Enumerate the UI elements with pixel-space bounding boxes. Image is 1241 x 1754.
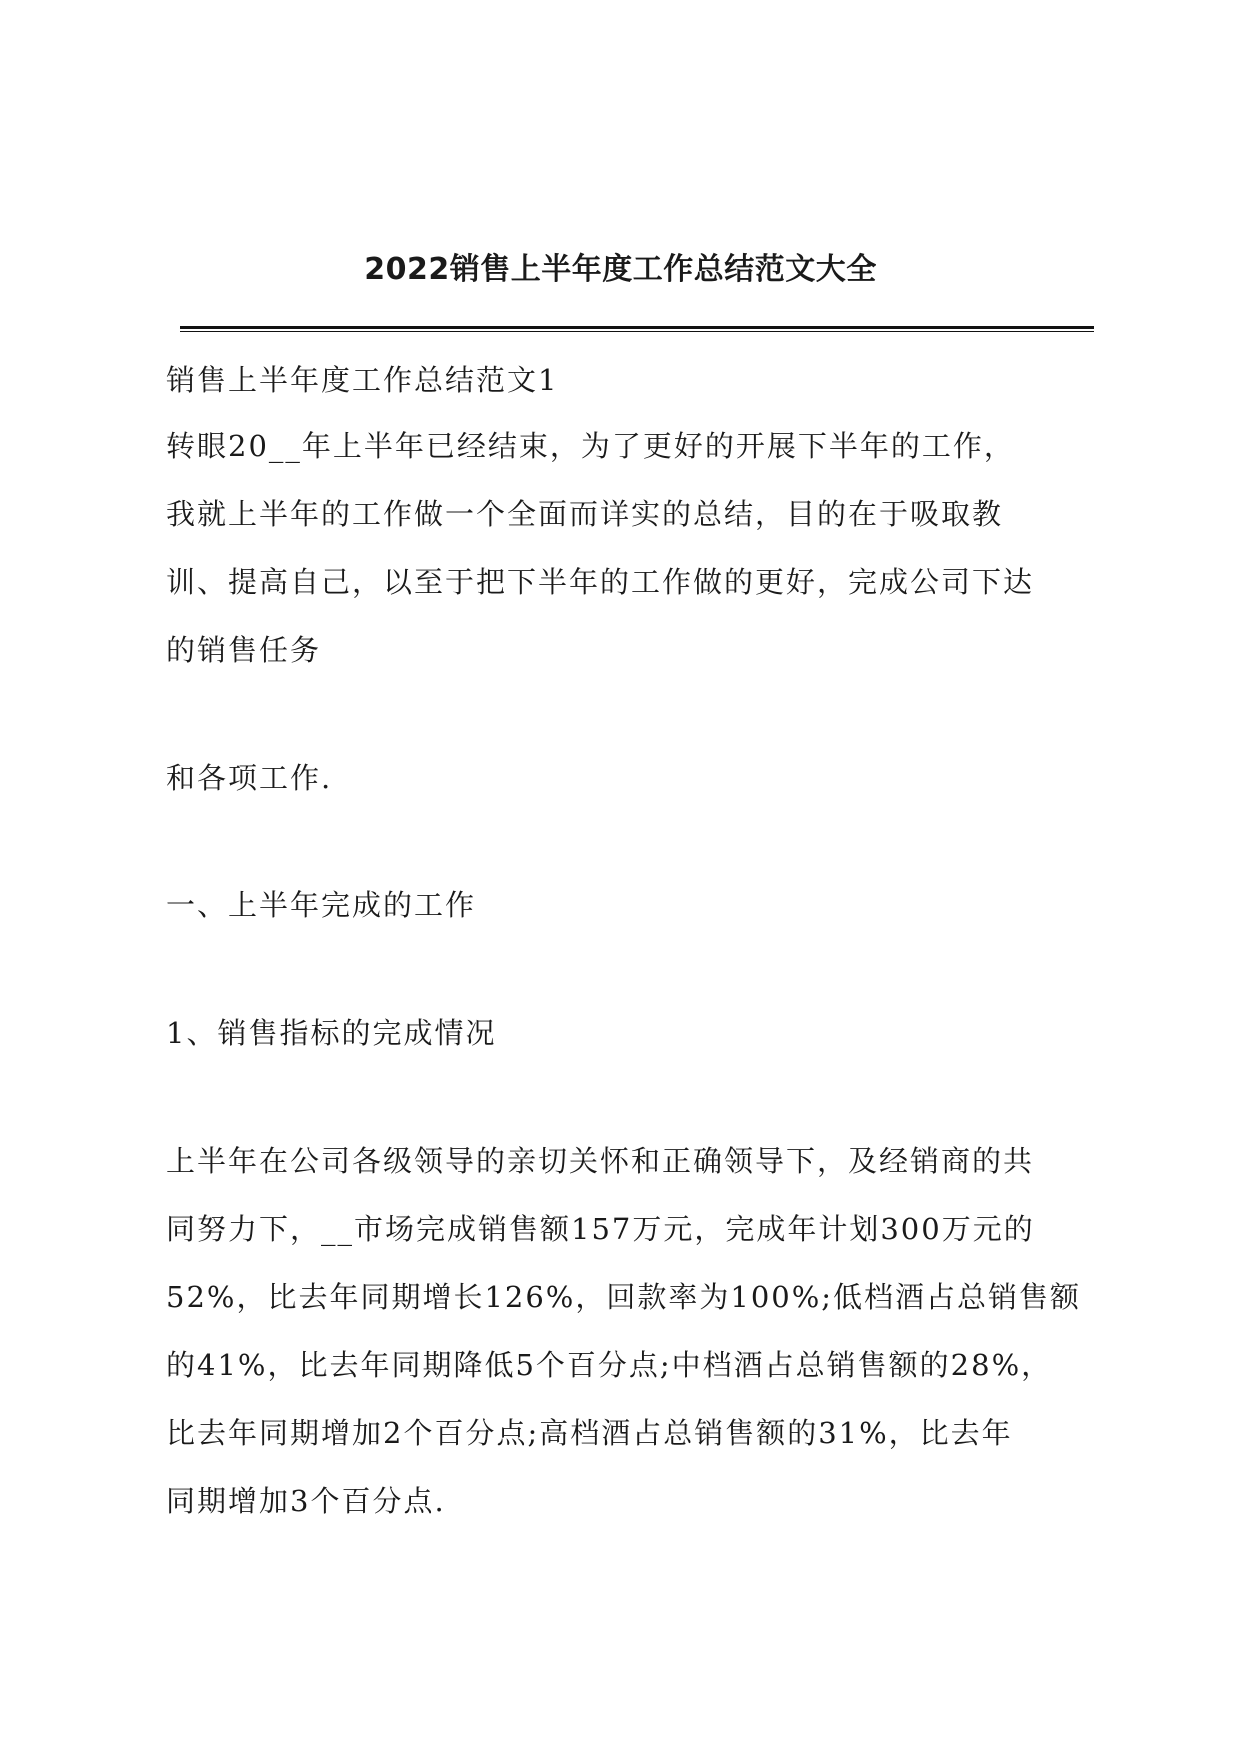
title-divider	[180, 326, 1094, 332]
intro-line: 我就上半年的工作做一个全面而详实的总结，目的在于吸取教	[166, 497, 1004, 531]
intro-line: 训、提高自己，以至于把下半年的工作做的更好，完成公司下达	[166, 565, 1035, 599]
intro-line: 转眼20__年上半年已经结束，为了更好的开展下半年的工作，	[166, 429, 1015, 463]
body-line: 的41%，比去年同期降低5个百分点;中档酒占总销售额的28%，	[166, 1348, 1053, 1382]
body-line: 同努力下，__市场完成销售额157万元，完成年计划300万元的	[166, 1212, 1035, 1246]
body-line: 比去年同期增加2个百分点;高档酒占总销售额的31%，比去年	[166, 1416, 1013, 1450]
intro-line: 的销售任务	[166, 633, 322, 667]
document-title: 2022销售上半年度工作总结范文大全	[364, 252, 877, 287]
intro-tail: 和各项工作.	[166, 761, 333, 795]
body-line: 同期增加3个百分点.	[166, 1484, 446, 1518]
body-line: 上半年在公司各级领导的亲切关怀和正确领导下，及经销商的共	[166, 1144, 1035, 1178]
part-heading: 一、上半年完成的工作	[166, 888, 477, 922]
body-line: 52%，比去年同期增长126%，回款率为100%;低档酒占总销售额	[166, 1280, 1082, 1314]
sub-heading: 1、销售指标的完成情况	[166, 1016, 497, 1050]
section-heading: 销售上半年度工作总结范文1	[166, 363, 559, 397]
